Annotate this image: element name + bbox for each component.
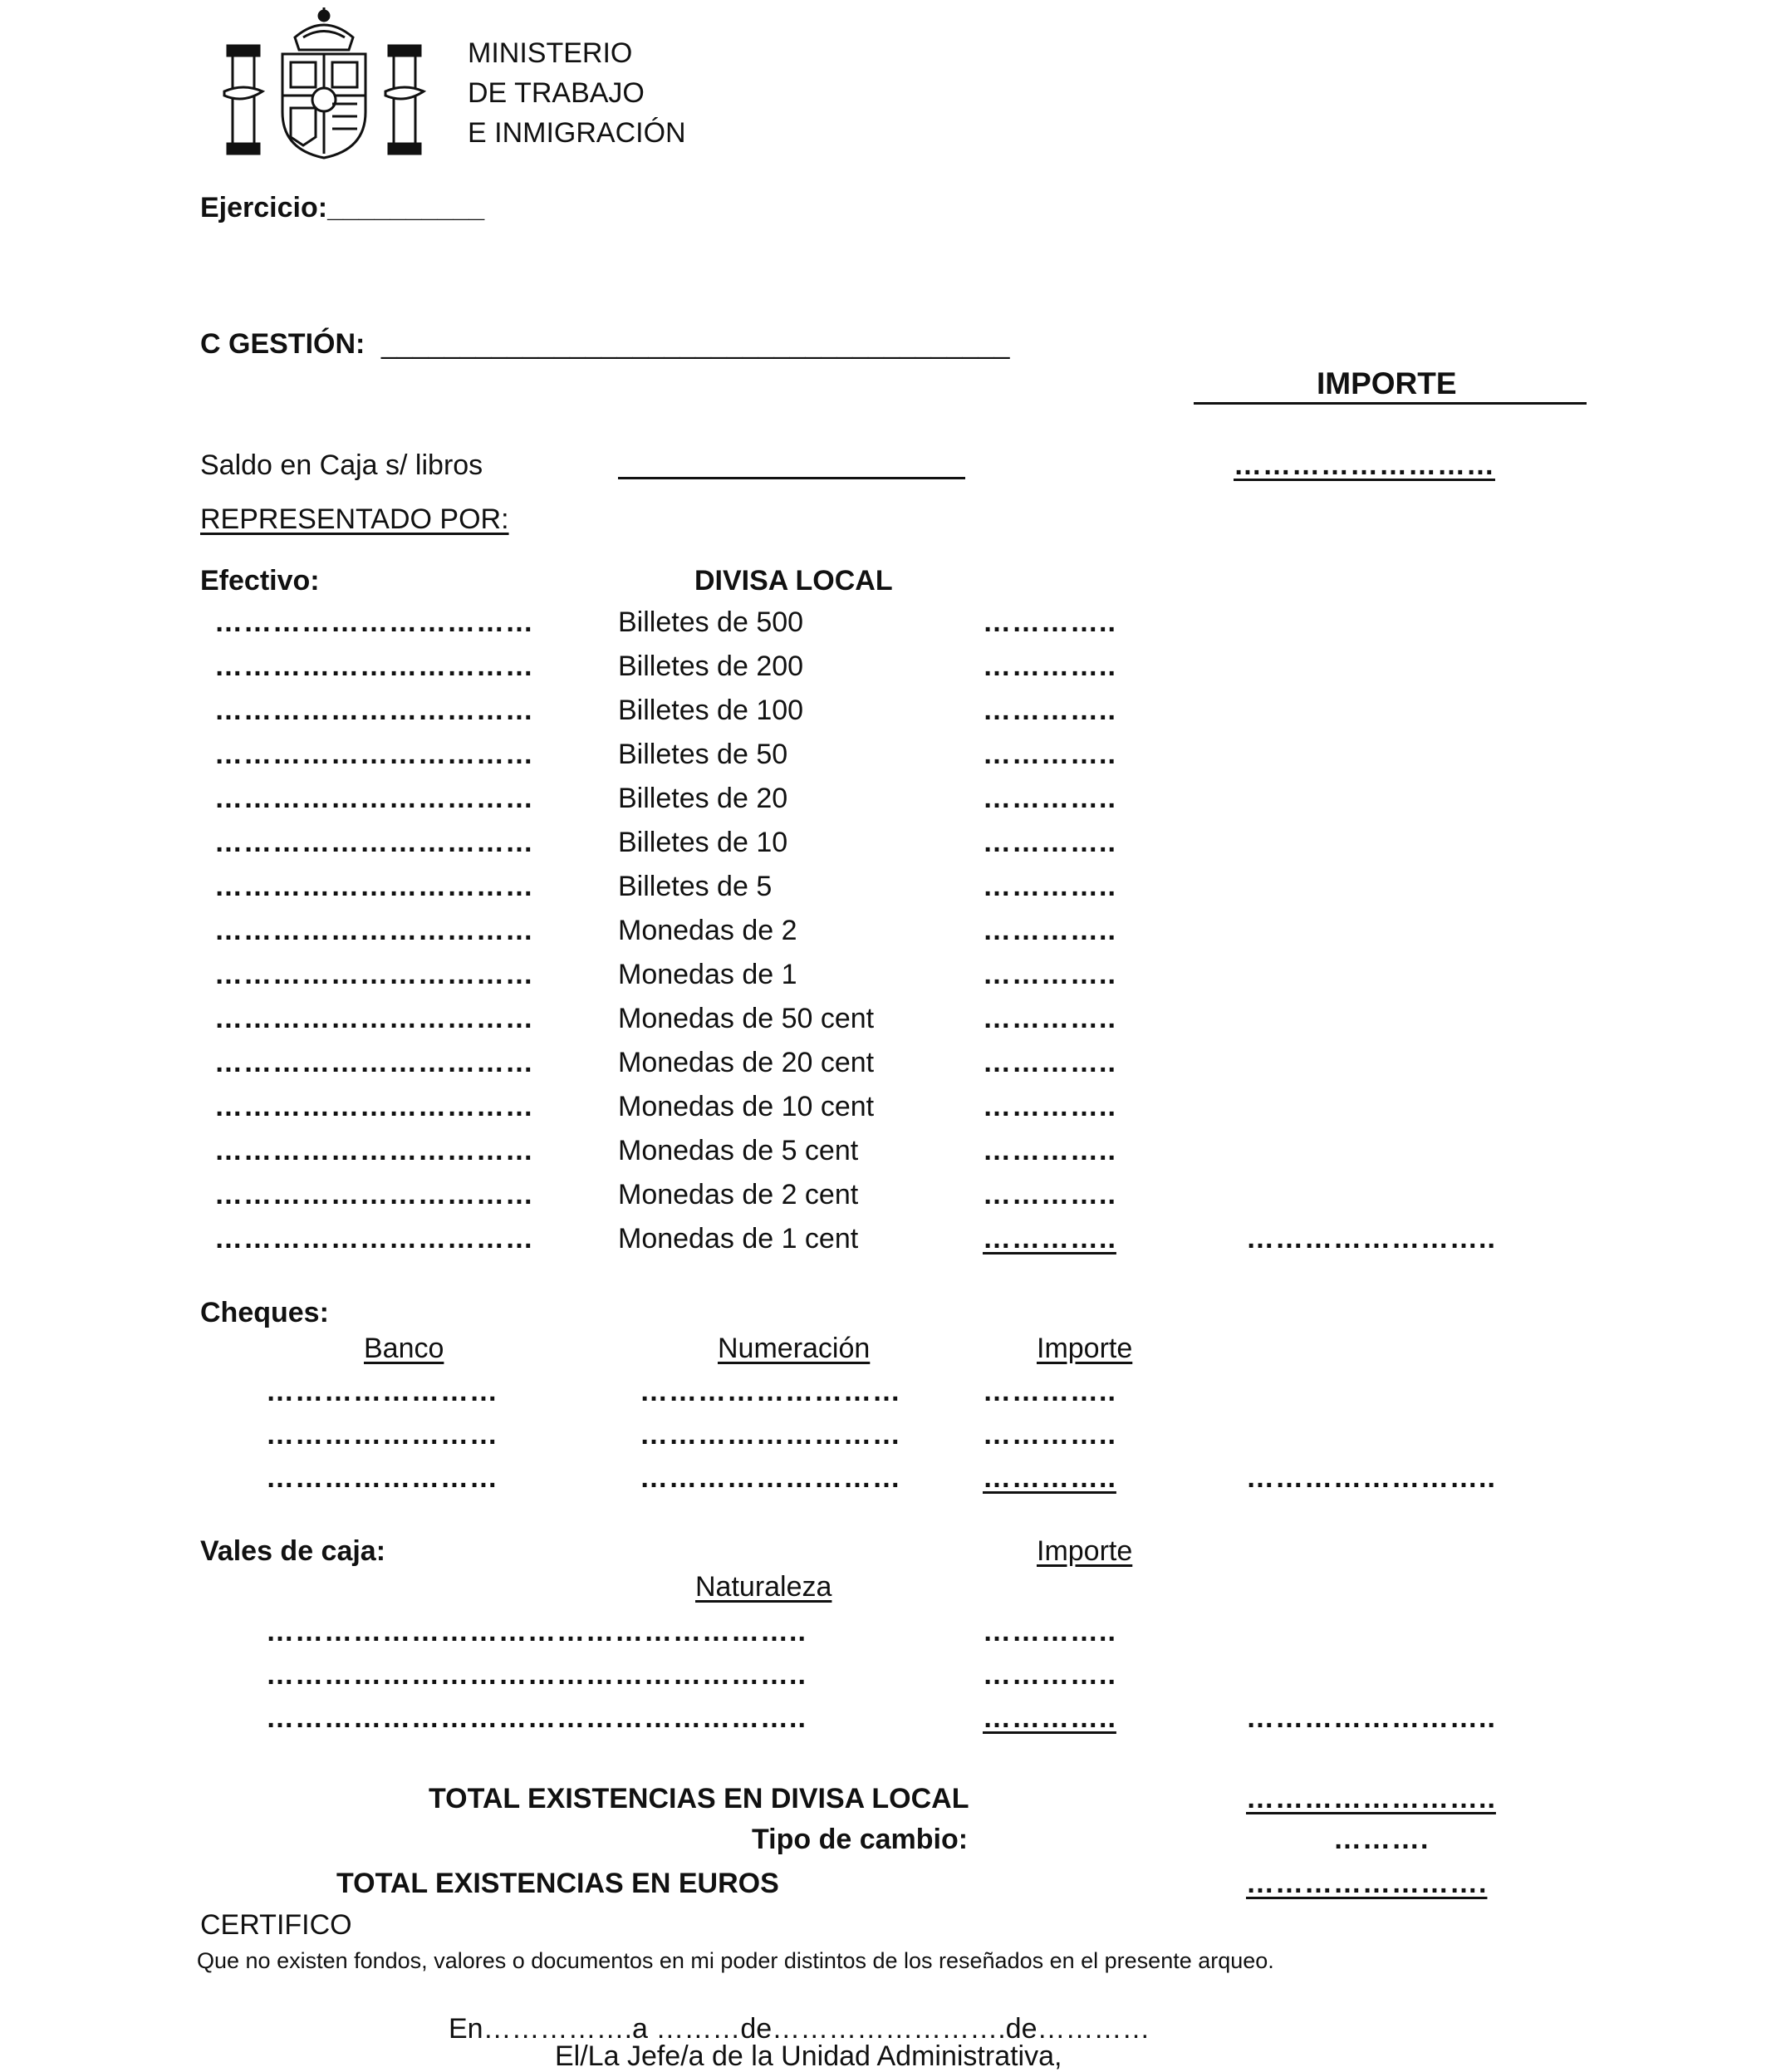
saldo-label: Saldo en Caja s/ libros <box>200 449 483 481</box>
efectivo-count-dots: …………………………… <box>214 1091 534 1122</box>
efectivo-amount-dots: ………….. <box>983 739 1116 770</box>
cheques-col-numeracion: Numeración <box>718 1333 871 1364</box>
vale-importe-dots: ………….. <box>983 1659 1116 1691</box>
cheque-numeracion-dots: ……………………… <box>640 1376 901 1407</box>
date-line: En…………….a ………de…………………….de………… <box>449 2013 1150 2045</box>
certifico-title: CERTIFICO <box>200 1909 352 1941</box>
efectivo-count-dots: …………………………… <box>214 915 534 946</box>
cheque-numeracion-dots: ……………………… <box>640 1462 901 1494</box>
gestion-label: C GESTIÓN: <box>200 328 365 360</box>
ministry-line: MINISTERIO <box>468 37 633 69</box>
efectivo-denomination: Monedas de 1 <box>618 959 797 990</box>
ejercicio-blank: __________ <box>327 192 485 223</box>
efectivo-count-dots: …………………………… <box>214 959 534 990</box>
cheques-col-importe: Importe <box>1037 1333 1133 1364</box>
tipo-cambio-label: Tipo de cambio: <box>752 1824 969 1855</box>
signature-line: El/La Jefe/a de la Unidad Administrativa, <box>555 2040 1062 2072</box>
efectivo-denomination: Monedas de 20 cent <box>618 1047 875 1078</box>
coat-of-arms-icon <box>224 4 424 162</box>
efectivo-denomination: Billetes de 100 <box>618 695 804 726</box>
efectivo-denomination: Monedas de 2 cent <box>618 1179 859 1210</box>
efectivo-amount-dots: ………….. <box>983 1135 1116 1166</box>
efectivo-total-dots: …………………….. <box>1246 1223 1496 1254</box>
efectivo-count-dots: …………………………… <box>214 651 534 682</box>
efectivo-count-dots: …………………………… <box>214 783 534 814</box>
efectivo-amount-dots: ………….. <box>983 606 1116 638</box>
efectivo-denomination: Monedas de 2 <box>618 915 797 946</box>
vale-importe-dots: ………….. <box>983 1702 1116 1734</box>
efectivo-amount-dots: ………….. <box>983 1047 1116 1078</box>
ministry-name <box>468 33 686 153</box>
efectivo-denomination: Monedas de 10 cent <box>618 1091 875 1122</box>
cheque-banco-dots: …………………… <box>266 1419 498 1451</box>
efectivo-amount-dots: ………….. <box>983 1223 1116 1254</box>
efectivo-amount-dots: ………….. <box>983 915 1116 946</box>
efectivo-amount-dots: ………….. <box>983 1179 1116 1210</box>
efectivo-denomination: Monedas de 50 cent <box>618 1003 875 1034</box>
total-euros-label: TOTAL EXISTENCIAS EN EUROS <box>336 1868 779 1899</box>
vales-total-dots: …………………….. <box>1246 1702 1496 1734</box>
efectivo-count-dots: …………………………… <box>214 1223 534 1254</box>
efectivo-denomination: Billetes de 200 <box>618 651 804 682</box>
ministry-line: E INMIGRACIÓN <box>468 117 686 149</box>
efectivo-amount-dots: ………….. <box>983 1003 1116 1034</box>
saldo-amount-dots: ……………………… <box>1234 449 1495 481</box>
efectivo-count-dots: …………………………… <box>214 1179 534 1210</box>
importe-header: IMPORTE <box>1317 366 1457 400</box>
cheques-total-dots: …………………….. <box>1246 1462 1496 1494</box>
efectivo-denomination: Billetes de 20 <box>618 783 788 814</box>
efectivo-count-dots: …………………………… <box>214 695 534 726</box>
ministry-line: DE TRABAJO <box>468 77 645 109</box>
efectivo-denomination: Monedas de 5 cent <box>618 1135 859 1166</box>
efectivo-amount-dots: ………….. <box>983 695 1116 726</box>
cheque-numeracion-dots: ……………………… <box>640 1419 901 1451</box>
efectivo-amount-dots: ………….. <box>983 959 1116 990</box>
efectivo-count-dots: …………………………… <box>214 739 534 770</box>
cheque-banco-dots: …………………… <box>266 1376 498 1407</box>
cheques-col-banco: Banco <box>364 1333 444 1364</box>
efectivo-denomination: Monedas de 1 cent <box>618 1223 859 1254</box>
efectivo-denomination: Billetes de 50 <box>618 739 788 770</box>
cheque-importe-dots: ………….. <box>983 1462 1116 1494</box>
vale-naturaleza-dots: ……………………………………………….. <box>266 1702 807 1734</box>
efectivo-amount-dots: ………….. <box>983 827 1116 858</box>
total-local-label: TOTAL EXISTENCIAS EN DIVISA LOCAL <box>429 1783 969 1814</box>
vales-col-importe: Importe <box>1037 1535 1133 1567</box>
efectivo-amount-dots: ………….. <box>983 651 1116 682</box>
divisa-local-header: DIVISA LOCAL <box>694 565 893 597</box>
vales-label: Vales de caja: <box>200 1535 386 1567</box>
cheque-importe-dots: ………….. <box>983 1376 1116 1407</box>
gestion-blank: ________________________________________ <box>381 328 1010 360</box>
cheque-banco-dots: …………………… <box>266 1462 498 1494</box>
efectivo-count-dots: …………………………… <box>214 1003 534 1034</box>
total-euros-dots: ……………………. <box>1246 1868 1488 1899</box>
efectivo-amount-dots: ………….. <box>983 783 1116 814</box>
efectivo-amount-dots: ………….. <box>983 871 1116 902</box>
ejercicio-label: Ejercicio: <box>200 192 328 223</box>
efectivo-count-dots: …………………………… <box>214 606 534 638</box>
cheque-importe-dots: ………….. <box>983 1419 1116 1451</box>
vale-naturaleza-dots: ……………………………………………….. <box>266 1659 807 1691</box>
importe-header-rule <box>1194 402 1587 405</box>
certifico-text: Que no existen fondos, valores o documentos en mi poder distintos de los reseñados en el presente arqueo. <box>197 1948 1274 1973</box>
efectivo-count-dots: …………………………… <box>214 871 534 902</box>
efectivo-label: Efectivo: <box>200 565 320 597</box>
efectivo-denomination: Billetes de 10 <box>618 827 788 858</box>
ejercicio-field <box>200 192 484 224</box>
vales-col-naturaleza: Naturaleza <box>695 1571 832 1603</box>
efectivo-count-dots: …………………………… <box>214 1135 534 1166</box>
efectivo-denomination: Billetes de 5 <box>618 871 773 902</box>
saldo-rule <box>618 477 965 479</box>
efectivo-amount-dots: ………….. <box>983 1091 1116 1122</box>
cheques-label: Cheques: <box>200 1297 329 1328</box>
efectivo-denomination: Billetes de 500 <box>618 606 804 638</box>
tipo-cambio-dots: ………. <box>1333 1824 1430 1855</box>
vale-naturaleza-dots: ……………………………………………….. <box>266 1616 807 1647</box>
total-local-dots: …………………….. <box>1246 1783 1496 1814</box>
efectivo-count-dots: …………………………… <box>214 1047 534 1078</box>
efectivo-count-dots: …………………………… <box>214 827 534 858</box>
vale-importe-dots: ………….. <box>983 1616 1116 1647</box>
representado-label: REPRESENTADO POR: <box>200 503 509 535</box>
